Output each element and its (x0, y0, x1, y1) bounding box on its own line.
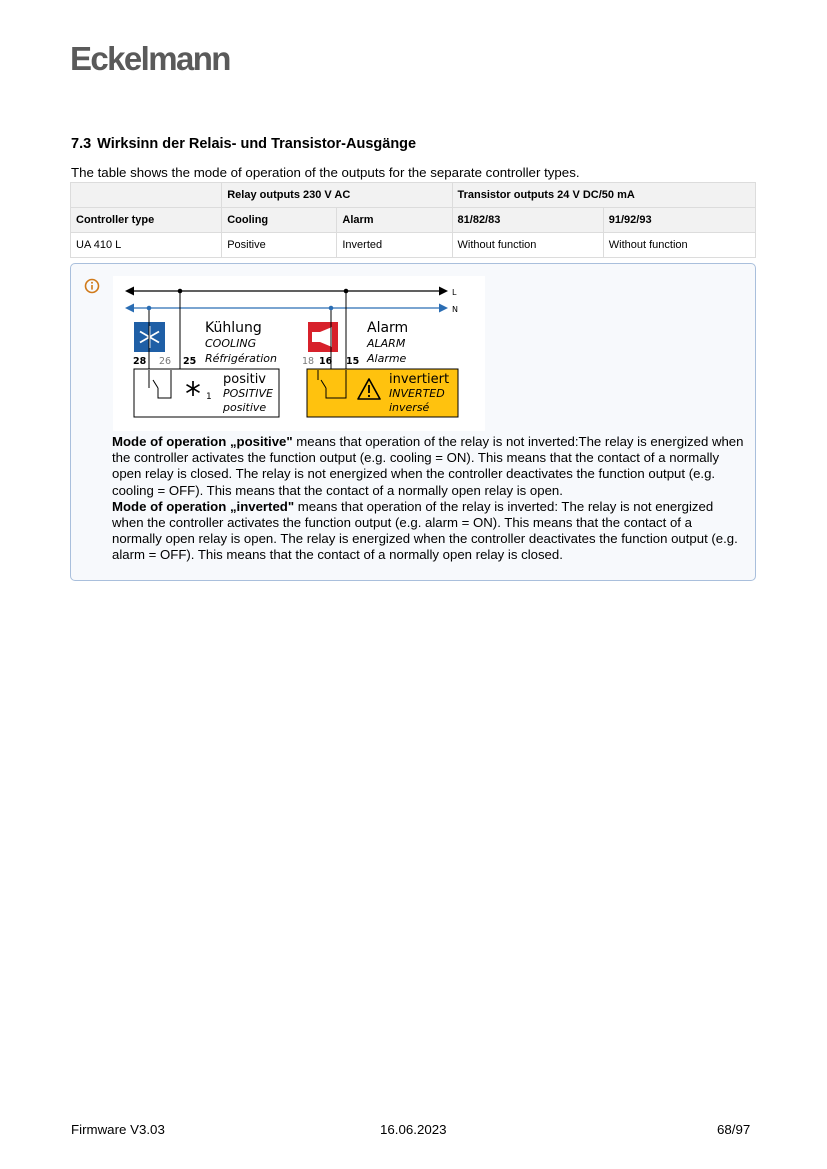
alarm-label-fr: Alarme (367, 352, 407, 365)
terminal-label: 28 (133, 356, 147, 367)
company-logo: Eckelmann (70, 40, 230, 77)
l-line-label: L (452, 288, 457, 297)
table-group-header-row (71, 183, 756, 208)
section-heading (71, 136, 416, 152)
cooling-label-fr: Réfrigération (205, 352, 277, 365)
table-group-header (71, 183, 222, 208)
cooling-label-de: Kühlung (205, 320, 262, 336)
positive-index: 1 (206, 392, 212, 402)
terminal-label: 25 (183, 356, 197, 367)
column-header: Controller type (71, 208, 222, 233)
section-title: Wirksinn der Relais- und Transistor-Ausgänge (97, 136, 417, 152)
positive-mode-paragraph (112, 434, 744, 499)
table-cell: Inverted (337, 233, 452, 258)
positive-mode-description: means that operation of the relay is not inverted:The relay is energized when the controller activates the function output (e.g. cooling = ON). This means that the contact of a normally open relay is closed. The relay is not energized when the controller deactivates the function output (e.g. cooling = OFF). This means that the contact of a normally open relay is open. (112, 434, 744, 498)
table-header-row (71, 208, 756, 233)
terminal-label: 18 (302, 356, 315, 367)
inverted-mode-label: Mode of operation „inverted" (112, 498, 295, 514)
positive-label-en: POSITIVE (223, 387, 273, 400)
table-cell: Without function (603, 233, 755, 258)
table-row (71, 233, 756, 258)
note-text (112, 434, 744, 564)
table-cell: Positive (222, 233, 337, 258)
table-cell: UA 410 L (71, 233, 222, 258)
footer-page-number: 68/97 (717, 1122, 751, 1137)
alarm-label-en: ALARM (367, 337, 406, 350)
inverted-mode-paragraph (112, 499, 744, 564)
footer-firmware: Firmware V3.03 (71, 1122, 165, 1137)
inverted-label-en: INVERTED (389, 387, 445, 400)
inverted-label-de: invertiert (389, 372, 450, 387)
info-icon (84, 278, 100, 294)
terminal-label: 16 (319, 356, 333, 367)
terminal-label: 15 (346, 356, 360, 367)
table-group-header: Transistor outputs 24 V DC/50 mA (452, 183, 755, 208)
n-line-label: N (452, 305, 458, 314)
positive-label-de: positiv (223, 372, 266, 387)
column-header: 81/82/83 (452, 208, 603, 233)
relay-wiring-diagram (113, 276, 485, 431)
inverted-mode-description: means that operation of the relay is inverted: The relay is not energized when the controller activates the function output (e.g. alarm = ON). This means that the contact of a normally open relay is open. The relay is energized when the controller deactivates the function output (e.g. alarm = OFF). This means that the contact of a normally open relay is closed. (112, 498, 738, 563)
table-group-header: Relay outputs 230 V AC (222, 183, 452, 208)
footer-date: 16.06.2023 (380, 1122, 447, 1137)
section-number: 7.3 (71, 136, 92, 152)
terminal-label: 26 (159, 356, 172, 367)
output-mode-table (70, 182, 756, 258)
column-header: Cooling (222, 208, 337, 233)
positive-mode-label: Mode of operation „positive" (112, 434, 293, 449)
column-header: Alarm (337, 208, 452, 233)
positive-label-fr: positive (223, 401, 267, 414)
column-header: 91/92/93 (603, 208, 755, 233)
intro-text: The table shows the mode of operation of the outputs for the separate controller types. (71, 165, 580, 180)
table-cell: Without function (452, 233, 603, 258)
inverted-label-fr: inversé (389, 401, 430, 414)
info-note-box (70, 263, 756, 581)
cooling-label-en: COOLING (205, 337, 257, 350)
alarm-label-de: Alarm (367, 320, 409, 336)
